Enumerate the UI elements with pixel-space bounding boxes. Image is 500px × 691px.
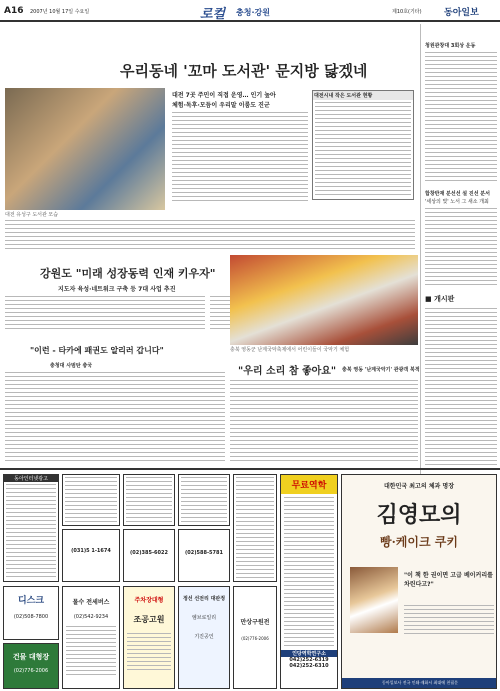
article-body-library-a (172, 112, 308, 202)
ad-block-8[interactable] (233, 474, 277, 582)
herb-body (284, 497, 334, 647)
herb-phone-2: 042)252-6310 (289, 663, 329, 669)
herb-name-ad[interactable] (233, 586, 277, 689)
ad-phone-2: (02)776-2006 (13, 668, 49, 674)
festival-photo (230, 255, 418, 345)
deck-library-2: 체험·독후·모듬이 우리말 이룸도 진군 (172, 102, 270, 109)
ad-block-3[interactable] (62, 529, 120, 582)
article-body-gangwon (5, 296, 205, 332)
headline-gugak: "우리 소리 참 좋아요" (238, 366, 337, 377)
box-subhead: 충청대 사범탄 충국 (50, 363, 93, 369)
ad-block-8-body (236, 477, 274, 579)
bus-title: 물수 전세버스 (72, 599, 110, 606)
notice-icon: ■ (425, 295, 435, 303)
book-ad-name: 김영모의 (376, 502, 462, 528)
table-title: 대전시내 작은 도서관 현황 (313, 91, 413, 100)
gogo-title: 조공고원 (133, 614, 165, 624)
bus-body (66, 626, 116, 676)
box-headline: "이런 - 타카에 패권도 알리러 갑니다" (30, 345, 164, 355)
sidebar (420, 24, 498, 474)
ad-section (0, 468, 500, 691)
herb-ad[interactable] (280, 474, 338, 689)
book-ad-subtitle: 빵·케이크 쿠키 (380, 535, 458, 549)
herb-study-name: 인당역학연구소 (281, 650, 337, 657)
library-photo (5, 88, 165, 210)
page-header (0, 0, 500, 22)
section-logo: 로컬 (200, 7, 226, 22)
book-ad-body (404, 605, 494, 635)
ad-block-6-body (181, 477, 227, 523)
ad-block-4[interactable] (123, 474, 175, 526)
ad-block-2[interactable] (62, 474, 120, 526)
ad-block-6[interactable] (178, 474, 230, 526)
sidebar-title: 청원관창대 3회상 운동 (425, 43, 476, 49)
deck-gangwon: 지도자 육성·네트워크 구축 등 7대 사업 추진 (58, 286, 176, 293)
book-ad-kicker: 대한민국 최고의 체과 명장 (383, 483, 455, 490)
sidebar-body-1 (425, 52, 497, 182)
realestate-body (6, 484, 56, 579)
article-body-box (5, 372, 225, 464)
book-ad-quote: "이 책 한 권이면 고급 베이커리를 차린다고?" (404, 572, 493, 588)
parking-title: 주차장대형 (134, 597, 164, 604)
sidebar-mid-title: 합창반재 분선선 설 진선 분서 (425, 191, 490, 197)
jeongseon-ad[interactable] (178, 586, 230, 689)
misc-1: 엠브로일리 (191, 615, 217, 621)
issue: 제10호(기타) (392, 9, 422, 15)
ad-phone-6: (02)588-5781 (185, 550, 223, 556)
photo-caption-festival: 충북 영동군 난계국악축제에서 어린이들이 국악기 체험 (230, 347, 350, 353)
building-title: 건물 대형장 (12, 653, 50, 661)
misc-2: 기진공인 (194, 634, 214, 640)
ad-phone-1: (031)5 1-1674 (71, 548, 111, 554)
book-cover-image (350, 567, 398, 633)
building-ad[interactable] (3, 643, 59, 689)
headline-library: 우리동네 '꼬마 도서관' 문지방 닳겠네 (120, 62, 368, 80)
date: 2007년 10월 17일 수요일 (30, 9, 90, 15)
article-body-library-b (5, 220, 415, 252)
sidebar-body-3 (425, 308, 497, 468)
classified-realestate[interactable] (3, 474, 59, 582)
book-ad-footer: 동아일보사 전국 인쇄·재화시 최대에 천필문 (342, 678, 497, 688)
headline-gangwon: 강원도 "미래 성장동력 인재 키우자" (40, 267, 216, 280)
ad-block-5[interactable] (123, 529, 175, 582)
sidebar-mid-sub: '세상의 빛' 노서 그 새소 개최 (425, 199, 489, 205)
page-number: A16 (4, 6, 24, 16)
library-table (312, 90, 414, 200)
parking-body (127, 633, 171, 673)
table-body (315, 102, 411, 198)
deck-gugak: 충북 영동 '난계국악기' 관광객 북적 (342, 367, 420, 373)
notice-board-title (425, 294, 454, 304)
article-body-gugak (230, 380, 418, 464)
ad-phone-5: (02)385-6022 (130, 550, 168, 556)
ad-phone-3: (02)508-7800 (13, 614, 49, 620)
disco-ad[interactable] (3, 586, 59, 640)
jeongseon-title: 정선 선전리 대판정 (182, 596, 226, 602)
ad-block-4-body (126, 477, 172, 523)
section-name: 충청·강원 (236, 8, 270, 17)
ad-block-2-body (65, 477, 117, 523)
realestate-title: 동아인터넷광고 (4, 475, 58, 482)
notice-label: 개시판 (434, 295, 455, 303)
ad-block-7[interactable] (178, 529, 230, 582)
photo-caption-library: 대전 유성구 도서관 모습 (5, 212, 59, 218)
herb-phone: 042)252-6319 (289, 657, 329, 663)
book-ad[interactable] (341, 474, 497, 689)
sidebar-body-2 (425, 208, 497, 286)
herb-name: 만상구원전 (240, 619, 270, 626)
newspaper-logo: 동아일보 (444, 8, 479, 18)
deck-library-1: 대전 7곳 주민이 직접 운영… 인기 높아 (172, 92, 276, 99)
parking-ad[interactable] (123, 586, 175, 689)
bus-ad[interactable] (62, 586, 120, 689)
ad-phone-4: (02)542-9234 (73, 614, 109, 620)
herb-title: 무료역학 (281, 475, 337, 494)
ad-phone-2b: (02)776-2006 (241, 636, 269, 641)
disco-title: 디스크 (17, 596, 45, 606)
